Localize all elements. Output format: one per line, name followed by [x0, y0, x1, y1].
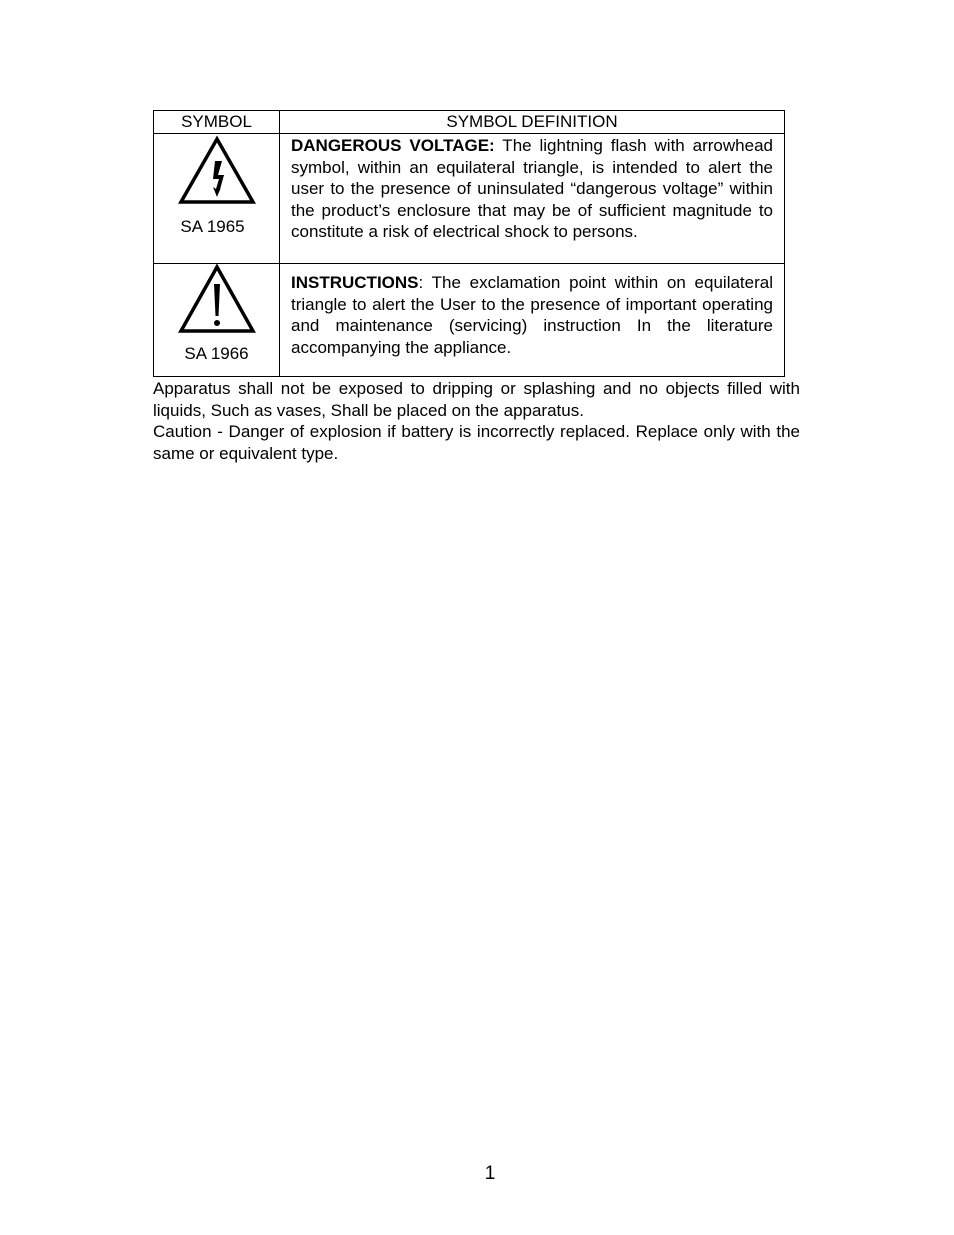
definition-column-header: SYMBOL DEFINITION — [280, 111, 785, 134]
lightning-warning-triangle-icon — [177, 134, 257, 207]
table-row — [154, 264, 785, 377]
exclamation-warning-triangle-icon — [177, 264, 257, 336]
definition-cell — [280, 264, 785, 377]
definition-text: The lightning flash with arrowhead symbol, within an equilateral triangle, is intended to alert the user to the presence of uninsulated “dangerous voltage” within the product’s enclosure that may be of sufficient magnitude to constitute a risk of electrical shock to persons. — [291, 136, 773, 241]
safety-notes — [153, 378, 800, 464]
symbol-table — [153, 110, 785, 377]
apparatus-paragraph: Apparatus shall not be exposed to dripping or splashing and no objects filled with liquids, Such as vases, Shall be placed on the apparatus. — [153, 379, 800, 420]
symbol-column-header: SYMBOL — [154, 111, 280, 134]
definition-term: INSTRUCTIONS — [291, 273, 419, 292]
table-row — [154, 134, 785, 264]
definition-text: : The exclamation point within on equilateral triangle to alert the User to the presence of important operating and maintenance (servicing) instruction In the literature accompanying the appliance. — [291, 273, 773, 357]
page-number: 1 — [484, 1163, 496, 1184]
symbol-code: SA 1966 — [184, 344, 249, 363]
symbol-code: SA 1965 — [180, 217, 245, 236]
symbol-cell — [154, 264, 280, 377]
symbol-cell — [154, 134, 280, 264]
definition-term: DANGEROUS VOLTAGE: — [291, 136, 495, 155]
table-header-row — [154, 111, 785, 134]
caution-paragraph: Caution - Danger of explosion if battery is incorrectly replaced. Replace only with the same or equivalent type. — [153, 422, 800, 463]
definition-cell — [280, 134, 785, 264]
